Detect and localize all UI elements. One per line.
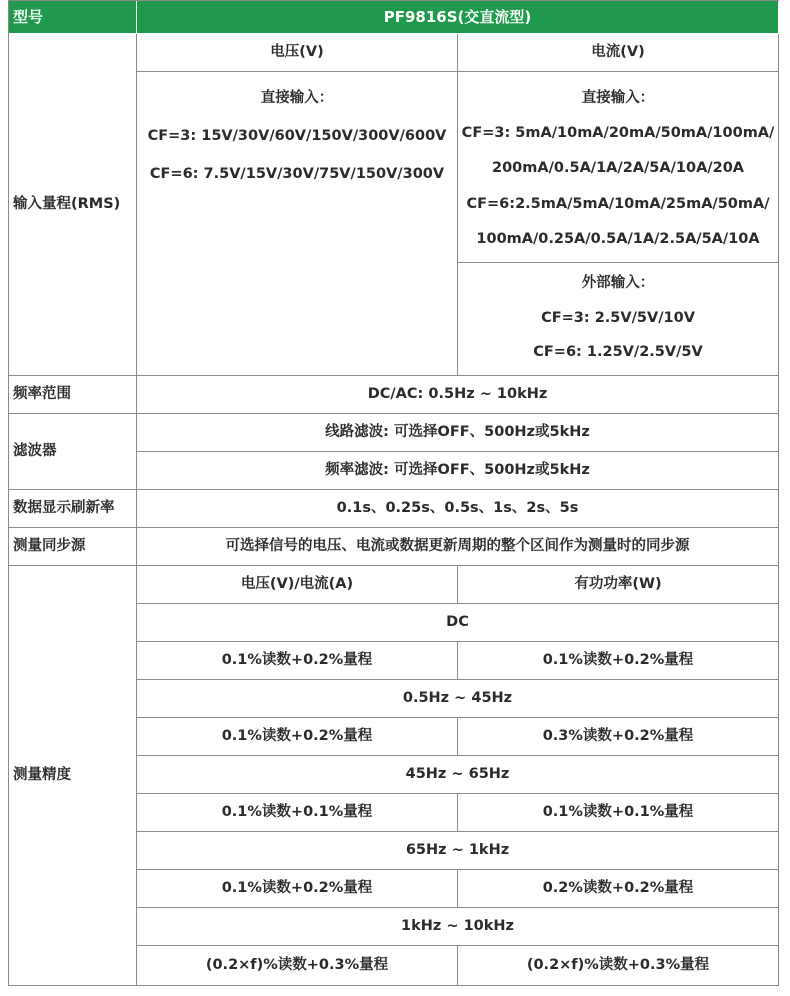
accuracy-col-power: 有功功率(W) — [458, 566, 779, 604]
current-direct-ranges — [458, 72, 779, 263]
frequency-range-value: DC/AC: 0.5Hz ~ 10kHz — [137, 376, 779, 414]
voltage-ranges — [137, 72, 458, 376]
frequency-range-label: 频率范围 — [8, 376, 137, 414]
accuracy-power-value: (0.2×f)%读数+0.3%量程 — [458, 946, 779, 986]
current-direct-ranges-line: CF=3: 5mA/10mA/20mA/50mA/100mA/ — [461, 125, 775, 142]
refresh-rate-value: 0.1s、0.25s、0.5s、1s、2s、5s — [137, 490, 779, 528]
accuracy-power-value: 0.1%读数+0.2%量程 — [458, 642, 779, 680]
accuracy-power-value: 0.3%读数+0.2%量程 — [458, 718, 779, 756]
accuracy-power-value: 0.2%读数+0.2%量程 — [458, 870, 779, 908]
accuracy-band: DC — [137, 604, 779, 642]
current-external-ranges-line: CF=3: 2.5V/5V/10V — [541, 309, 695, 326]
accuracy-band: 45Hz ~ 65Hz — [137, 756, 779, 794]
freq-filter-value: 频率滤波: 可选择OFF、500Hz或5kHz — [137, 452, 779, 490]
line-filter-value: 线路滤波: 可选择OFF、500Hz或5kHz — [137, 414, 779, 452]
voltage-header: 电压(V) — [137, 34, 458, 72]
current-direct-ranges-line: CF=6:2.5mA/5mA/10mA/25mA/50mA/ — [466, 195, 770, 212]
voltage-ranges-line: 直接输入： — [260, 90, 334, 106]
accuracy-band: 1kHz ~ 10kHz — [137, 908, 779, 946]
input-range-label: 输入量程(RMS) — [8, 34, 137, 376]
current-external-ranges-line: CF=6: 1.25V/2.5V/5V — [533, 344, 703, 361]
accuracy-label: 测量精度 — [8, 566, 137, 986]
current-direct-ranges-line: 100mA/0.25A/0.5A/1A/2.5A/5A/10A — [476, 230, 760, 247]
refresh-rate-label: 数据显示刷新率 — [8, 490, 137, 528]
current-external-ranges-line: 外部输入： — [581, 275, 655, 291]
accuracy-vi-value: 0.1%读数+0.2%量程 — [137, 718, 458, 756]
current-direct-ranges-line: 直接输入： — [581, 90, 655, 106]
accuracy-vi-value: 0.1%读数+0.2%量程 — [137, 642, 458, 680]
accuracy-band: 0.5Hz ~ 45Hz — [137, 680, 779, 718]
accuracy-power-value: 0.1%读数+0.1%量程 — [458, 794, 779, 832]
current-external-ranges — [458, 263, 779, 376]
model-value: PF9816S(交直流型) — [137, 0, 779, 34]
voltage-ranges-line: CF=3: 15V/30V/60V/150V/300V/600V — [147, 128, 447, 144]
sync-source-label: 测量同步源 — [8, 528, 137, 566]
accuracy-vi-value: 0.1%读数+0.1%量程 — [137, 794, 458, 832]
voltage-ranges-line: CF=6: 7.5V/15V/30V/75V/150V/300V — [149, 166, 445, 182]
current-header: 电流(V) — [458, 34, 779, 72]
sync-source-value: 可选择信号的电压、电流或数据更新周期的整个区间作为测量时的同步源 — [137, 528, 779, 566]
accuracy-col-vi: 电压(V)/电流(A) — [137, 566, 458, 604]
model-label: 型号 — [8, 0, 137, 34]
accuracy-band: 65Hz ~ 1kHz — [137, 832, 779, 870]
current-direct-ranges-line: 200mA/0.5A/1A/2A/5A/10A/20A — [491, 160, 744, 177]
accuracy-vi-value: 0.1%读数+0.2%量程 — [137, 870, 458, 908]
accuracy-vi-value: (0.2×f)%读数+0.3%量程 — [137, 946, 458, 986]
spec-table — [8, 0, 779, 986]
filter-label: 滤波器 — [8, 414, 137, 490]
